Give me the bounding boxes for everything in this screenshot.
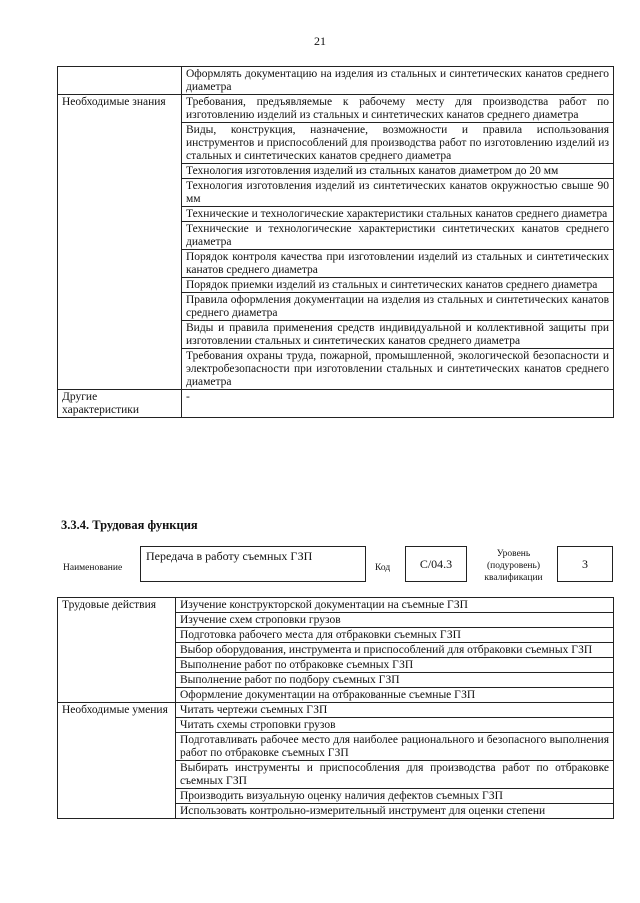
competency-table-bottom-body [58,598,614,819]
table-row [58,703,614,718]
function-name-box: Передача в работу съемных ГЗП [140,546,366,582]
table-row [58,95,614,123]
row-category-label: Необходимые умения [58,703,176,819]
row-category-label: Необходимые знания [58,95,182,390]
function-code-label: Код [375,563,391,573]
row-item-text: Виды и правила применения средств индивидуальной и коллективной защиты при изготовлении стальных и синтетических канатов среднего диаметра [182,321,614,349]
row-item-text: Использовать контрольно-измерительный инструмент для оценки степени [176,804,614,819]
row-category-label: Трудовые действия [58,598,176,703]
table-row [58,67,614,95]
row-item-text: Изучение схем строповки грузов [176,613,614,628]
row-item-text: Порядок контроля качества при изготовлении изделий из стальных и синтетических канатов среднего диаметра [182,250,614,278]
row-item-text: Выбирать инструменты и приспособления для производства работ по отбраковке съемных ГЗП [176,761,614,789]
row-item-text: Требования, предъявляемые к рабочему месту для производства работ по изготовлению изделий из стальных и синтетических канатов среднего диаметра [182,95,614,123]
competency-table-top [57,66,614,418]
row-item-text: Подготовка рабочего места для отбраковки съемных ГЗП [176,628,614,643]
row-category-label: Другие характеристики [58,390,182,418]
row-item-text: Технические и технологические характеристики синтетических канатов среднего диаметра [182,222,614,250]
qualification-level-box: 3 [557,546,613,582]
row-item-text: Порядок приемки изделий из стальных и синтетических канатов среднего диаметра [182,278,614,293]
row-item-text: Виды, конструкция, назначение, возможности и правила использования инструментов и приспособлений для производства работ по изготовлению изделий из стальных и синтетических канатов среднего диаметра [182,123,614,164]
row-item-text: Читать схемы строповки грузов [176,718,614,733]
row-item-text: Читать чертежи съемных ГЗП [176,703,614,718]
row-item-text: Оформление документации на отбракованные съемные ГЗП [176,688,614,703]
row-item-text: Технология изготовления изделий из стальных канатов диаметром до 20 мм [182,164,614,179]
table-row [58,390,614,418]
row-item-text: Выполнение работ по отбраковке съемных ГЗП [176,658,614,673]
competency-table-top-body [58,67,614,418]
row-item-text: Выбор оборудования, инструмента и приспособлений для отбраковки съемных ГЗП [176,643,614,658]
row-item-text: Правила оформления документации на изделия из стальных и синтетических канатов среднего диаметра [182,293,614,321]
row-item-text: Требования охраны труда, пожарной, промышленной, экологической безопасности и электробезопасности при изготовлении стальных и синтетических канатов среднего диаметра [182,349,614,390]
row-item-text: Подготавливать рабочее место для наиболее рационального и безопасного выполнения работ по отбраковке съемных ГЗП [176,733,614,761]
row-item-text: Производить визуальную оценку наличия дефектов съемных ГЗП [176,789,614,804]
row-item-text: Изучение конструкторской документации на съемные ГЗП [176,598,614,613]
competency-table-bottom [57,597,614,819]
function-code-box: С/04.3 [405,546,467,582]
row-item-text: Технические и технологические характеристики стальных канатов среднего диаметра [182,207,614,222]
row-item-text: - [182,390,614,418]
page-number: 21 [314,34,326,48]
table-row [58,598,614,613]
row-category-label [58,67,182,95]
row-item-text: Выполнение работ по подбору съемных ГЗП [176,673,614,688]
section-title: 3.3.4. Трудовая функция [61,518,198,532]
qualification-level-label: Уровень (подуровень) квалификации [484,549,543,583]
row-item-text: Технология изготовления изделий из синтетических канатов окружностью свыше 90 мм [182,179,614,207]
function-name-label: Наименование [63,563,123,573]
row-item-text: Оформлять документацию на изделия из стальных и синтетических канатов среднего диаметра [182,67,614,95]
